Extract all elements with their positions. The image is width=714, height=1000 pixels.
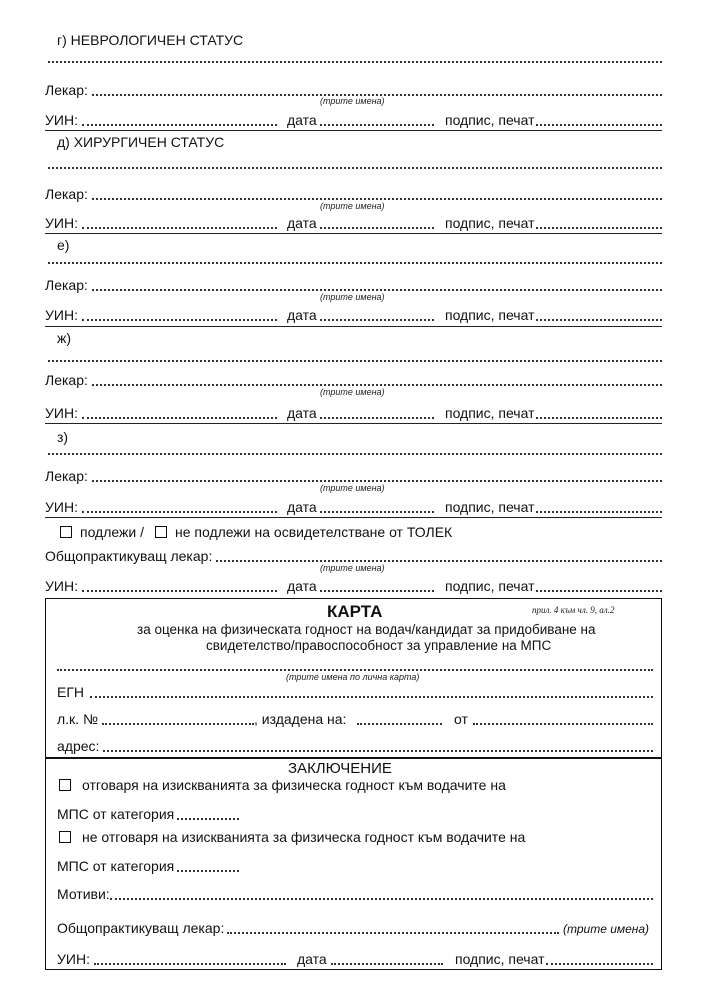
sign-field[interactable] (536, 590, 662, 592)
section-heading: з) (57, 429, 69, 445)
egn-label: ЕГН (57, 684, 85, 700)
sign-field[interactable] (536, 227, 662, 229)
fill-line[interactable] (48, 61, 662, 63)
sign-label: подпис, печат (445, 215, 535, 231)
not-meets-label: не отговаря на изискванията за физическа годност към водачите на (82, 829, 526, 845)
divider (45, 233, 662, 234)
lk-field[interactable] (102, 723, 254, 725)
uin-label: УИН: (45, 578, 78, 594)
doctor-label: Лекар: (45, 186, 88, 202)
lk-label: л.к. № (57, 711, 98, 727)
gp-name-field[interactable] (227, 932, 559, 934)
category-label: МПС от категория (57, 806, 175, 822)
uin-field[interactable] (82, 590, 277, 592)
card-subtitle-2: свидетелство/правоспособност за управление на МПС (206, 638, 552, 653)
date-field[interactable] (320, 590, 434, 592)
sign-field[interactable] (536, 417, 662, 419)
uin-label: УИН: (45, 112, 78, 128)
not-subject-checkbox[interactable] (155, 526, 167, 538)
conclusion-title: ЗАКЛЮЧЕНИЕ (288, 760, 392, 777)
motives-label: Мотиви: (57, 886, 110, 902)
doctor-name-field[interactable] (92, 384, 662, 386)
names-hint: (трите имена) (320, 201, 385, 211)
egn-field[interactable] (90, 696, 653, 698)
uin-label: УИН: (57, 951, 90, 967)
sign-field[interactable] (546, 963, 653, 965)
fill-line[interactable] (48, 167, 662, 169)
gp-label: Общопрактикуващ лекар: (45, 548, 213, 564)
section-heading: ж) (57, 330, 72, 346)
sign-label: подпис, печат (445, 112, 535, 128)
date-label: дата (287, 405, 317, 421)
section-heading: е) (57, 237, 70, 253)
issued-by-field[interactable] (473, 723, 653, 725)
uin-field[interactable] (82, 511, 277, 513)
uin-field[interactable] (82, 227, 277, 229)
uin-field[interactable] (82, 417, 277, 419)
doctor-name-field[interactable] (92, 289, 662, 291)
uin-field[interactable] (94, 963, 286, 965)
fill-line[interactable] (48, 262, 662, 264)
section-heading: д) ХИРУРГИЧЕН СТАТУС (57, 134, 225, 150)
card-ref: прил. 4 към чл. 9, ал.2 (532, 605, 615, 615)
uin-field[interactable] (82, 124, 277, 126)
names-hint: (трите имена) (320, 563, 385, 573)
from-label: от (454, 711, 468, 727)
issued-date-field[interactable] (357, 723, 442, 725)
sign-field[interactable] (536, 319, 662, 321)
date-label: дата (287, 499, 317, 515)
names-hint: (трите имена) (320, 96, 385, 106)
fill-line[interactable] (48, 453, 662, 455)
gp-name-field[interactable] (216, 560, 662, 562)
date-field[interactable] (320, 227, 434, 229)
date-label: дата (287, 578, 317, 594)
date-field[interactable] (320, 124, 434, 126)
doctor-label: Лекар: (45, 468, 88, 484)
subject-checkbox[interactable] (60, 526, 72, 538)
uin-label: УИН: (45, 215, 78, 231)
full-name-field[interactable] (57, 669, 653, 671)
uin-field[interactable] (82, 319, 277, 321)
sign-field[interactable] (536, 124, 662, 126)
divider (45, 130, 662, 131)
sign-label: подпис, печат (455, 951, 545, 967)
meets-label: отговаря на изискванията за физическа годност към водачите на (82, 777, 506, 793)
section-heading: г) НЕВРОЛОГИЧЕН СТАТУС (57, 32, 244, 48)
card-title: КАРТА (327, 602, 383, 621)
date-field[interactable] (331, 963, 443, 965)
date-label: дата (287, 112, 317, 128)
address-label: адрес: (57, 738, 100, 754)
not-subject-label: не подлежи на освидетелстване от ТОЛЕК (175, 524, 453, 540)
names-hint: (трите имена) (320, 387, 385, 397)
issued-label: , издадена на: (254, 711, 347, 727)
doctor-label: Лекар: (45, 372, 88, 388)
date-label: дата (297, 951, 327, 967)
address-field[interactable] (103, 750, 653, 752)
doctor-label: Лекар: (45, 82, 88, 98)
sign-label: подпис, печат (445, 307, 535, 323)
card-subtitle-1: за оценка на физическата годност на водач/кандидат за придобиване на (137, 622, 596, 637)
fill-line[interactable] (48, 360, 662, 362)
divider (45, 517, 662, 518)
uin-label: УИН: (45, 307, 78, 323)
id-names-hint: (трите имена по лична карта) (286, 672, 420, 682)
date-label: дата (287, 307, 317, 323)
gp-label: Общопрактикуващ лекар: (57, 920, 225, 936)
date-field[interactable] (320, 511, 434, 513)
uin-label: УИН: (45, 499, 78, 515)
date-field[interactable] (320, 417, 434, 419)
meets-checkbox[interactable] (59, 779, 71, 791)
sign-label: подпис, печат (445, 405, 535, 421)
sign-label: подпис, печат (445, 578, 535, 594)
date-field[interactable] (320, 319, 434, 321)
doctor-label: Лекар: (45, 277, 88, 293)
category-label: МПС от категория (57, 858, 175, 874)
date-label: дата (287, 215, 317, 231)
subject-label: подлежи / (80, 524, 144, 540)
sign-field[interactable] (536, 511, 662, 513)
names-hint: (трите имена) (320, 483, 385, 493)
sign-label: подпис, печат (445, 499, 535, 515)
not-meets-checkbox[interactable] (59, 831, 71, 843)
names-hint: (трите имена) (320, 292, 385, 302)
uin-label: УИН: (45, 405, 78, 421)
divider (45, 326, 662, 327)
category-field[interactable] (177, 870, 239, 872)
doctor-name-field[interactable] (92, 198, 662, 200)
category-field[interactable] (177, 818, 239, 820)
divider (45, 423, 662, 424)
doctor-name-field[interactable] (92, 480, 662, 482)
motives-field[interactable] (110, 898, 653, 900)
names-hint: (трите имена) (563, 922, 650, 936)
